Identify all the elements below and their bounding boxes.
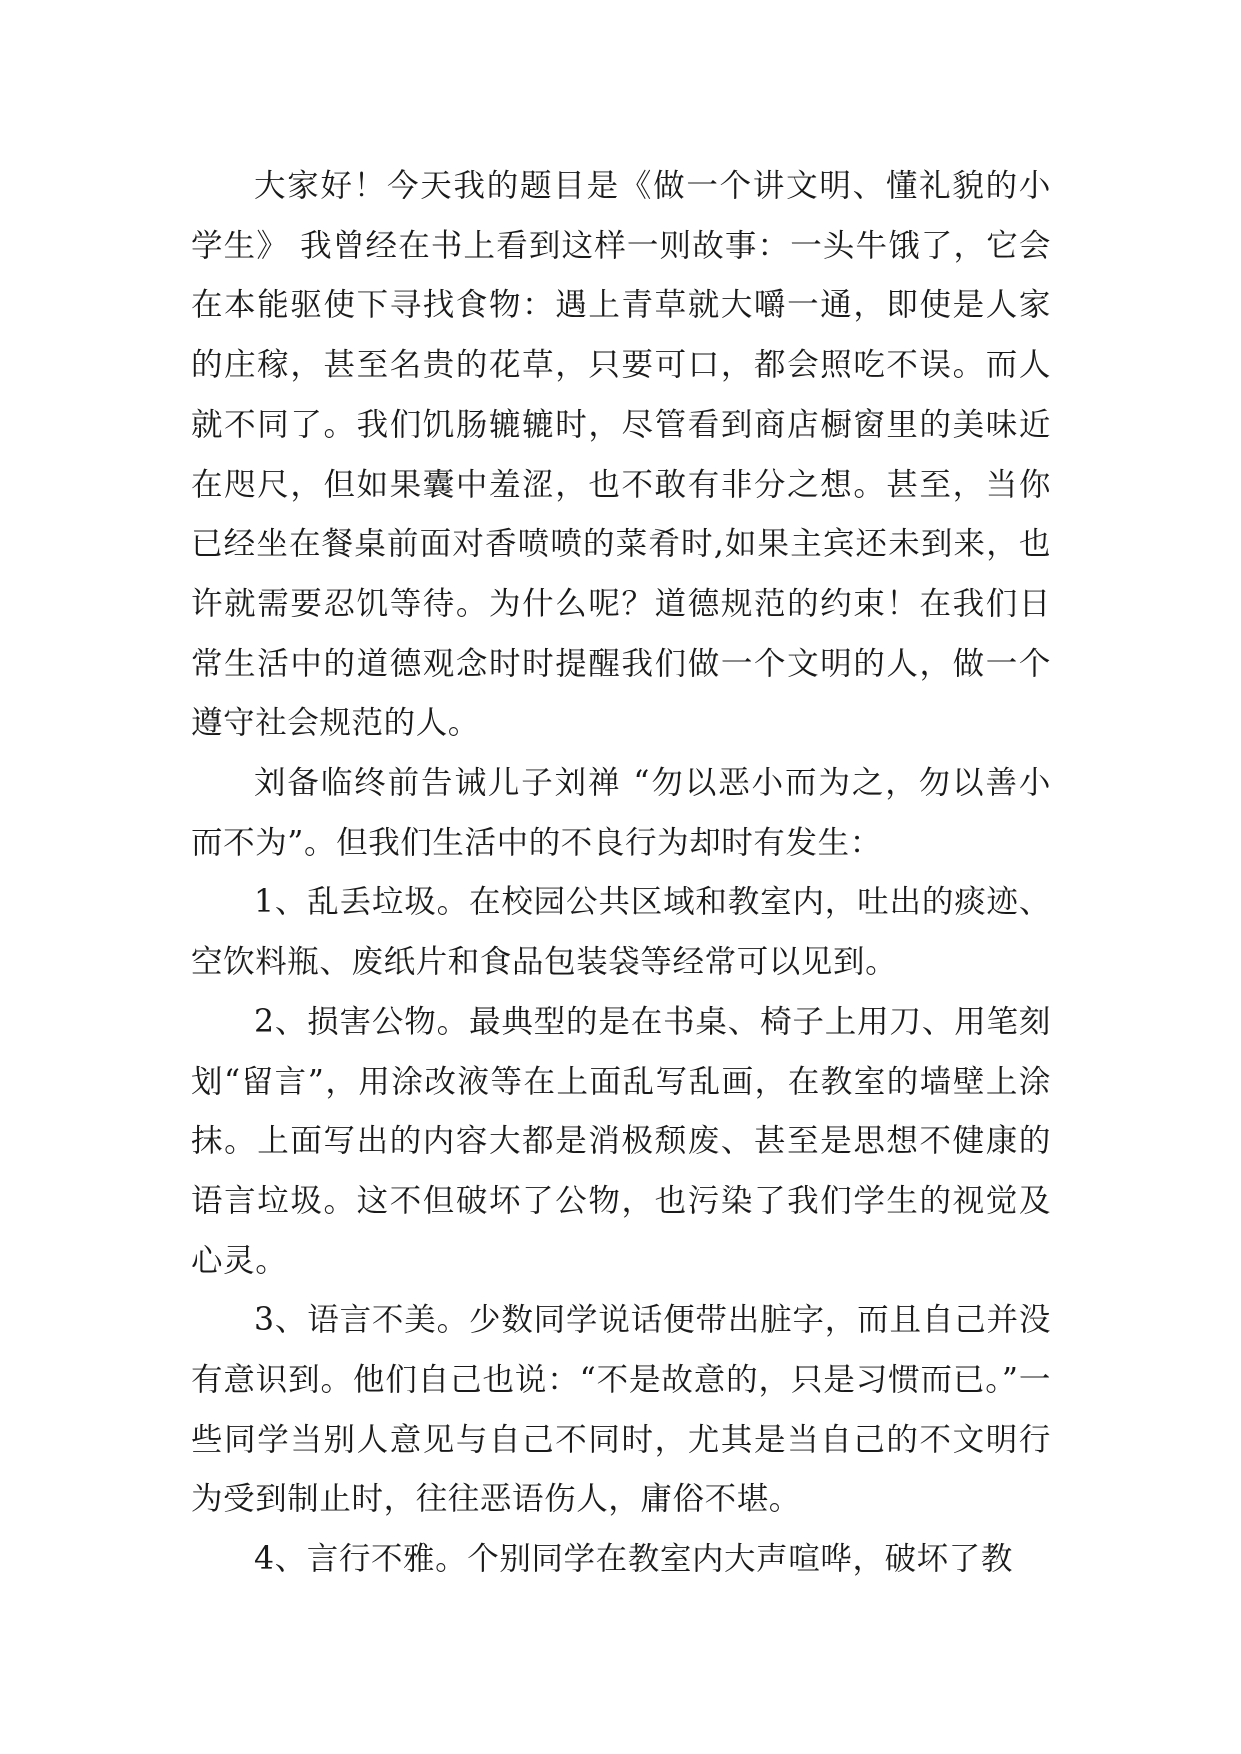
paragraph-item-2-damage-property: 2、损害公物。最典型的是在书桌、椅子上用刀、用笔刻划“留言”，用涂改液等在上面乱写乱画，在教室的墙壁上涂抹。上面写出的内容大都是消极颓废、甚至是思想不健康的语言垃圾。这不但破坏了公物，也污染了我们学生的视觉及心灵。: [191, 1003, 1051, 1279]
paragraph-item-3-language: 3、语言不美。少数同学说话便带出脏字，而且自己并没有意识到。他们自己也说：“不是故意的，只是习惯而已。”一些同学当别人意见与自己不同时，尤其是当自己的不文明行为受到制止时，往往恶语伤人，庸俗不堪。: [191, 1302, 1051, 1518]
document-body: [191, 157, 1051, 1590]
paragraph-intro: 大家好！今天我的题目是《做一个讲文明、懂礼貌的小学生》 我曾经在书上看到这样一则故事：一头牛饿了，它会在本能驱使下寻找食物：遇上青草就大嚼一通，即使是人家的庄稼，甚至名贵的花草，只要可口，都会照吃不误。而人就不同了。我们饥肠辘辘时，尽管看到商店橱窗里的美味近在咫尺，但如果囊中羞涩，也不敢有非分之想。甚至，当你已经坐在餐桌前面对香喷喷的菜肴时,如果主宾还未到来，也许就需要忍饥等待。为什么呢？道德规范的约束！在我们日常生活中的道德观念时时提醒我们做一个文明的人，做一个遵守社会规范的人。: [191, 168, 1051, 742]
paragraph-item-1-litter: 1、乱丢垃圾。在校园公共区域和教室内，吐出的痰迹、空饮料瓶、废纸片和食品包装袋等经常可以见到。: [191, 884, 1051, 981]
paragraph-liubei-quote: 刘备临终前告诫儿子刘禅 “勿以恶小而为之，勿以善小而不为”。但我们生活中的不良行为却时有发生：: [191, 765, 1051, 861]
paragraph-item-4-behavior: 4、言行不雅。个别同学在教室内大声喧哗，破坏了教: [254, 1541, 1013, 1578]
